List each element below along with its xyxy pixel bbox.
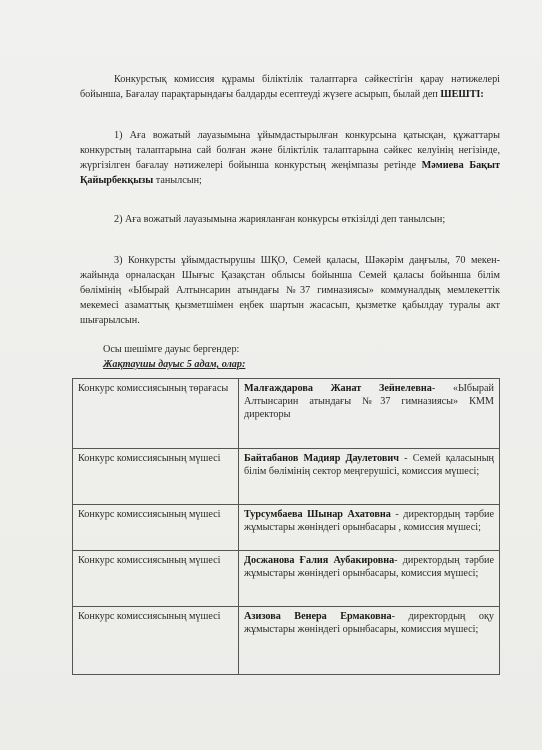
winner-name: Мәмиева Бақыт Қайырбекқызы bbox=[80, 160, 500, 186]
table-row bbox=[73, 607, 500, 675]
member-role: Конкурс комиссиясының мүшесі bbox=[73, 551, 239, 607]
decision-word: ШЕШТІ: bbox=[440, 89, 484, 100]
decision-item-2 bbox=[80, 212, 500, 227]
member-name: Байтабанов Мадияр Даулетович bbox=[244, 453, 400, 464]
member-cell bbox=[239, 607, 500, 675]
member-cell bbox=[239, 379, 500, 449]
item3-text: 3) Конкурсты ұйымдастырушы ШҚО, Семей қаласы, Шәкәрім даңғылы, 70 мекен-жайында орналасқан Шығыс Қазақстан облысы бойынша Семей қаласы бойынша білім бөлімінің «Ыбырай Алтынсарин атындағы №37 гимназиясы» коммуналдық мемлекеттік мекемесі азаматтық қызметшімен еңбек шартын жасасып, қызметке қабылдау туралы акт шығарылсын. bbox=[80, 255, 500, 326]
voted-label: Осы шешімге дауыс бергендер: bbox=[103, 344, 240, 355]
votes-label: Жақтаушы дауыс 5 адам, олар: bbox=[103, 359, 246, 370]
member-desc: - директордың тәрбие жұмыстары жөніндегі орынбасары , комиссия мүшесі; bbox=[244, 509, 494, 533]
member-role: Конкурс комиссиясының төрағасы bbox=[73, 379, 239, 449]
member-cell bbox=[239, 551, 500, 607]
table-row bbox=[73, 551, 500, 607]
member-name: Досжанова Ғалия Аубакировна bbox=[244, 555, 395, 566]
committee-table bbox=[72, 378, 500, 675]
item1-text: 1) Аға вожатый лауазымына ұйымдастырылған конкурсына қатысқан, құжаттары конкурстың талаптарына сай болған және біліктілік талаптарына сәйкес келуінің негізінде, жүргізілген бағалау нәтижелері бойынша конкурстың жеңімпазы ретінде bbox=[80, 130, 500, 171]
table-row bbox=[73, 505, 500, 551]
member-role: Конкурс комиссиясының мүшесі bbox=[73, 607, 239, 675]
item2-text: 2) Аға вожатый лауазымына жарияланған конкурсы өткізілді деп танылсын; bbox=[114, 214, 446, 225]
item1-tail: танылсын; bbox=[153, 175, 202, 186]
member-name: Азизова Венера Ермаковна bbox=[244, 611, 392, 622]
decision-item-3 bbox=[80, 253, 500, 328]
member-name: Малғаждарова Жанат Зейнелевна bbox=[244, 383, 432, 394]
member-cell bbox=[239, 449, 500, 505]
member-desc: - директордың оқу жұмыстары жөніндегі орынбасары, комиссия мүшесі; bbox=[244, 611, 494, 635]
member-name: Турсумбаева Шынар Ахатовна bbox=[244, 509, 391, 520]
member-desc: - «Ыбырай Алтынсарин атындағы №37 гимназиясы» КММ директоры bbox=[244, 383, 495, 420]
table-row bbox=[73, 449, 500, 505]
member-desc: - Семей қаласының білім бөлімінің сектор меңгерушісі, комиссия мүшесі; bbox=[244, 453, 494, 477]
table-row bbox=[73, 379, 500, 449]
member-cell bbox=[239, 505, 500, 551]
intro-text: Конкурстық комиссия құрамы біліктілік талаптарға сәйкестігін қарау нәтижелері бойынша, Бағалау парақтарындағы балдарды есептеуді жүзеге асырып, былай деп bbox=[80, 74, 500, 100]
member-role: Конкурс комиссиясының мүшесі bbox=[73, 449, 239, 505]
member-role: Конкурс комиссиясының мүшесі bbox=[73, 505, 239, 551]
intro-paragraph bbox=[80, 72, 500, 102]
decision-item-1 bbox=[80, 128, 500, 188]
member-desc: - директордың тәрбие жұмыстары жөніндегі орынбасары, комиссия мүшесі; bbox=[244, 555, 494, 579]
